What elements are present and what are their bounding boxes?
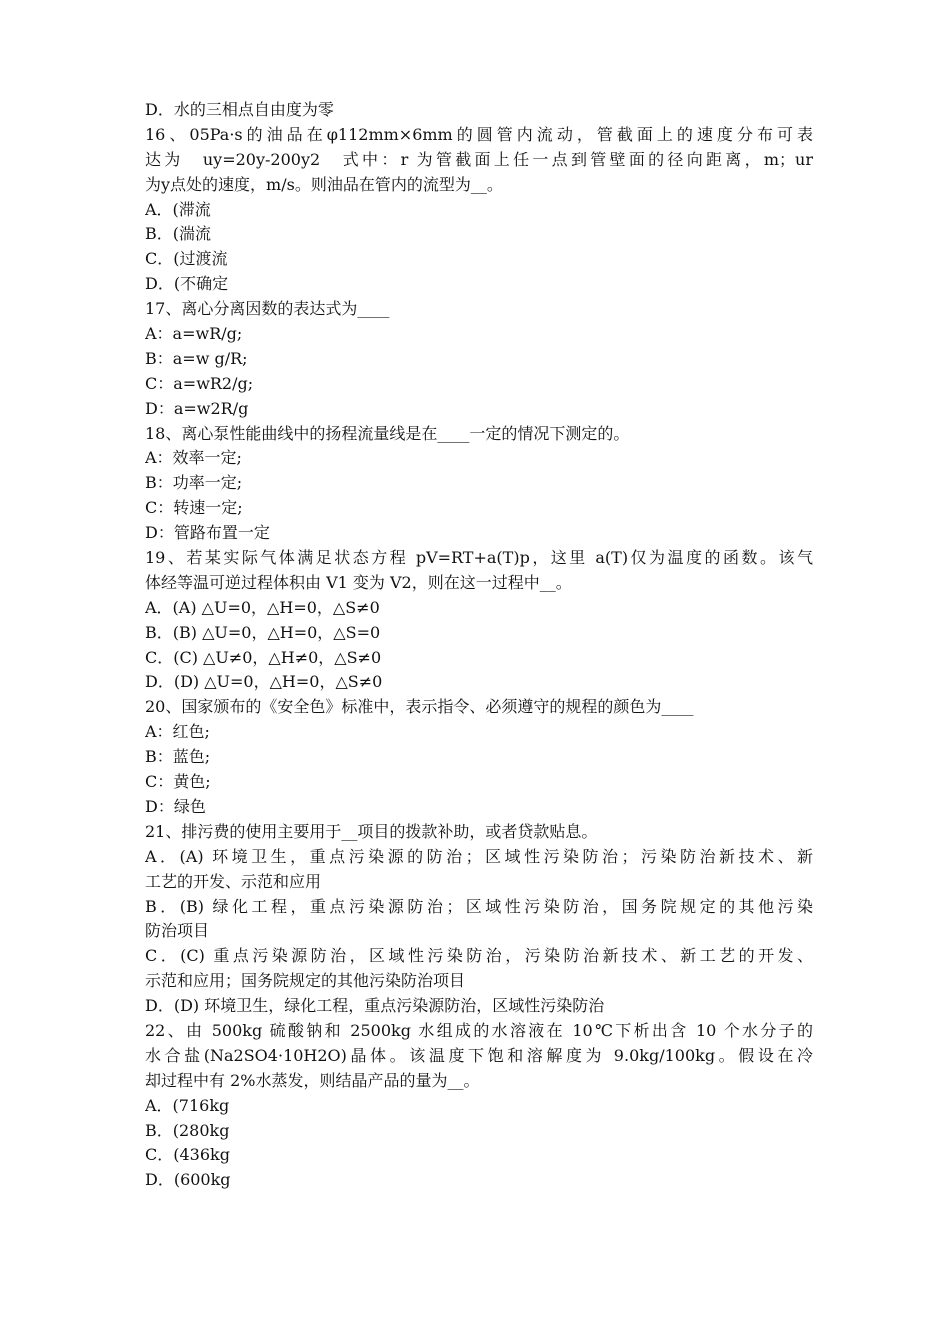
text-line: B：功率一定; <box>145 473 243 493</box>
text-line: 工艺的开发、示范和应用 <box>145 871 322 891</box>
text-line: 却过程中有 2%水蒸发，则结晶产品的量为__。 <box>145 1070 480 1090</box>
text-line: A：a=wR/g; <box>145 324 243 344</box>
text-line: 示范和应用；国务院规定的其他污染防治项目 <box>145 971 466 991</box>
text-line: 17、离心分离因数的表达式为____ <box>145 299 390 319</box>
text-line: D．(D) 环境卫生，绿化工程，重点污染源防治，区域性污染防治 <box>145 996 605 1016</box>
text-line: B．(B) 绿化工程，重点污染源防治；区域性污染防治，国务院规定的其他污染 <box>145 896 813 916</box>
text-line: 水合盐(Na2SO4·10H2O)晶体。该温度下饱和溶解度为 9.0kg/100kg。假设在冷 <box>145 1045 813 1065</box>
text-line: 21、排污费的使用主要用于__项目的拨款补助，或者贷款贴息。 <box>145 821 598 841</box>
text-line: D：绿色 <box>145 796 206 816</box>
text-line: D：a=w2R/g <box>145 398 249 418</box>
text-line: B．(B) △U=0，△H=0，△S=0 <box>145 622 381 642</box>
text-line: A．(A) 环境卫生，重点污染源的防治；区域性污染防治；污染防治新技术、新 <box>145 846 813 866</box>
text-line: A．(716kg <box>145 1095 230 1115</box>
text-line: 16、05Pa·s的油品在φ112mm×6mm的圆管内流动，管截面上的速度分布可表 <box>145 124 813 144</box>
text-line: A．(滞流 <box>145 199 211 219</box>
text-line: 达为 uy=20y-200y2 式中：r 为管截面上任一点到管壁面的径向距离，m；ur <box>145 149 813 169</box>
text-line: C．(C) 重点污染源防治，区域性污染防治，污染防治新技术、新工艺的开发、 <box>145 946 813 966</box>
text-line: A：红色; <box>145 722 210 742</box>
document-page <box>145 98 813 1193</box>
text-line: D：管路布置一定 <box>145 523 270 543</box>
text-line: 19、若某实际气体满足状态方程 pV=RT+a(T)p，这里 a(T)仅为温度的函数。该气 <box>145 548 813 568</box>
text-line: 20、国家颁布的《安全色》标准中，表示指令、必须遵守的规程的颜色为____ <box>145 697 694 717</box>
text-line: D．(不确定 <box>145 274 229 294</box>
text-line: C：黄色; <box>145 772 211 792</box>
text-line: 22、由 500kg 硫酸钠和 2500kg 水组成的水溶液在 10℃下析出含 10 个水分子的 <box>145 1020 813 1040</box>
text-line: B．(280kg <box>145 1120 230 1140</box>
text-line: 体经等温可逆过程体积由 V1 变为 V2，则在这一过程中__。 <box>145 572 572 592</box>
text-line: B：a=w g/R; <box>145 348 248 368</box>
text-line: 防治项目 <box>145 921 210 941</box>
text-line: B．(湍流 <box>145 224 212 244</box>
text-line: D．(D) △U=0，△H=0，△S≠0 <box>145 672 383 692</box>
text-line: 为y点处的速度，m/s。则油品在管内的流型为__。 <box>145 174 503 194</box>
text-line: D．(600kg <box>145 1170 231 1190</box>
text-line: A．(A) △U=0，△H=0，△S≠0 <box>145 597 380 617</box>
text-line: C．(C) △U≠0，△H≠0，△S≠0 <box>145 647 382 667</box>
text-line: C：转速一定; <box>145 498 243 518</box>
text-line: B：蓝色; <box>145 747 211 767</box>
text-line: 18、离心泵性能曲线中的扬程流量线是在____一定的情况下测定的。 <box>145 423 630 443</box>
text-line: A：效率一定; <box>145 448 242 468</box>
text-line: C．(过渡流 <box>145 249 228 269</box>
text-line: C．(436kg <box>145 1145 230 1165</box>
text-line: C：a=wR2/g; <box>145 373 254 393</box>
text-line: D．水的三相点自由度为零 <box>145 100 334 119</box>
